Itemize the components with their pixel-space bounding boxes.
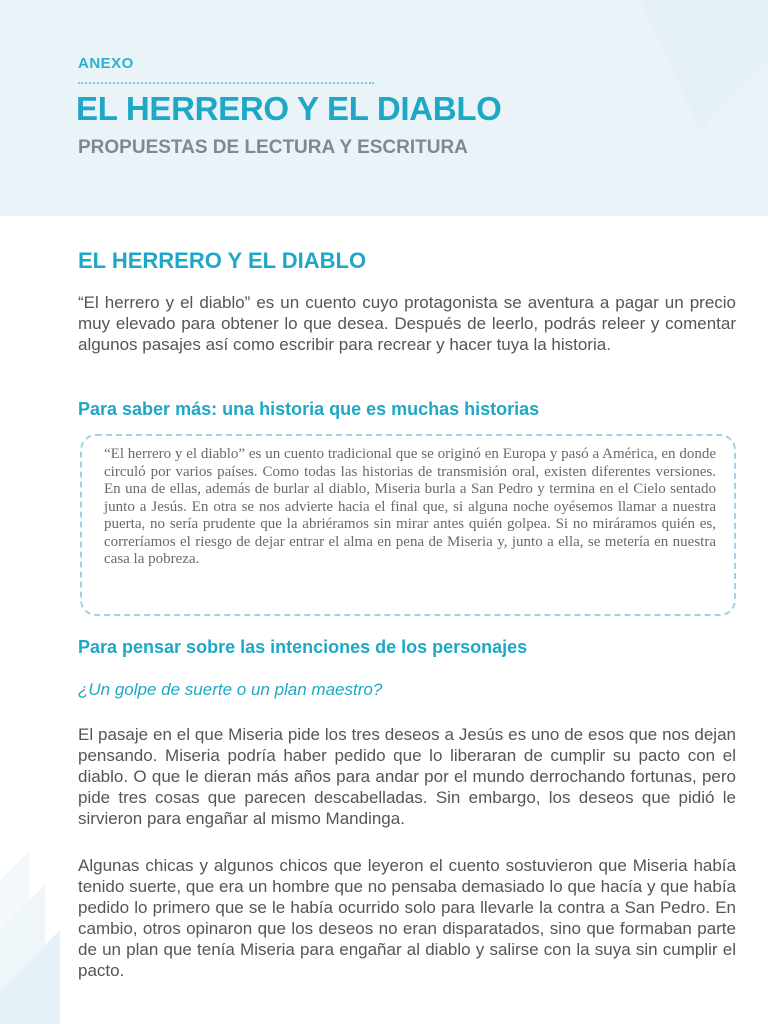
quote-text: “El herrero y el diablo” es un cuento tradicional que se originó en Europa y pasó a América, en donde circuló por varios países. Como todas las historias de transmisión oral, existen diferentes versiones. En una de ellas, además de burlar al diablo, Miseria burla a San Pedro y termina en el Cielo sentado junto a Jesús. En otra se nos advierte hacia el final que, si alguna noche oyésemos llamar a nuestra puerta, no sería prudente que la abriéramos sin mirar antes quién golpea. Si no miráramos quién es, correríamos el riesgo de dejar entrar el alma en pena de Miseria y, junto a ella, se metería en nuestra casa la pobreza. (104, 446, 716, 567)
subheading-intenciones: Para pensar sobre las intenciones de los personajes (78, 637, 528, 657)
page-title: EL HERRERO Y EL DIABLO (76, 90, 502, 127)
page-subtitle: PROPUESTAS DE LECTURA Y ESCRITURA (78, 137, 468, 158)
section-label: ANEXO (78, 55, 134, 72)
intro-paragraph: “El herrero y el diablo” es un cuento cuyo protagonista se aventura a pagar un precio muy elevado para obtener lo que desea. Después de leerlo, podrás releer y comentar algunos pasajes así como escribir para recrear y hacer tuya la historia. (78, 293, 736, 354)
subheading-saber-mas: Para saber más: una historia que es muchas historias (78, 399, 540, 419)
body-paragraph-2: Algunas chicas y algunos chicos que leyeron el cuento sostuvieron que Miseria había tenido suerte, que era un hombre que no pensaba demasiado lo que hacía y que había pedido lo primero que se le había ocurrido solo para llevarle la contra a San Pedro. En cambio, otros opinaron que los deseos no eran disparatados, sino que formaban parte de un plan que tenía Miseria para engañar al diablo y salirse con la suya sin cumplir el pacto. (78, 856, 736, 980)
italic-question: ¿Un golpe de suerte o un plan maestro? (78, 680, 383, 699)
body-paragraph-1: El pasaje en el que Miseria pide los tres deseos a Jesús es uno de esos que nos dejan pensando. Miseria podría haber pedido que lo liberaran de cumplir su pacto con el diablo. O que le dieran más años para andar por el mundo derrochando fortunas, pero pide tres cosas que parecen descabelladas. Sin embargo, los deseos que pidió le sirvieron para engañar al mismo Mandinga. (78, 725, 736, 828)
section-heading: EL HERRERO Y EL DIABLO (78, 248, 367, 273)
dotted-divider (78, 82, 374, 84)
